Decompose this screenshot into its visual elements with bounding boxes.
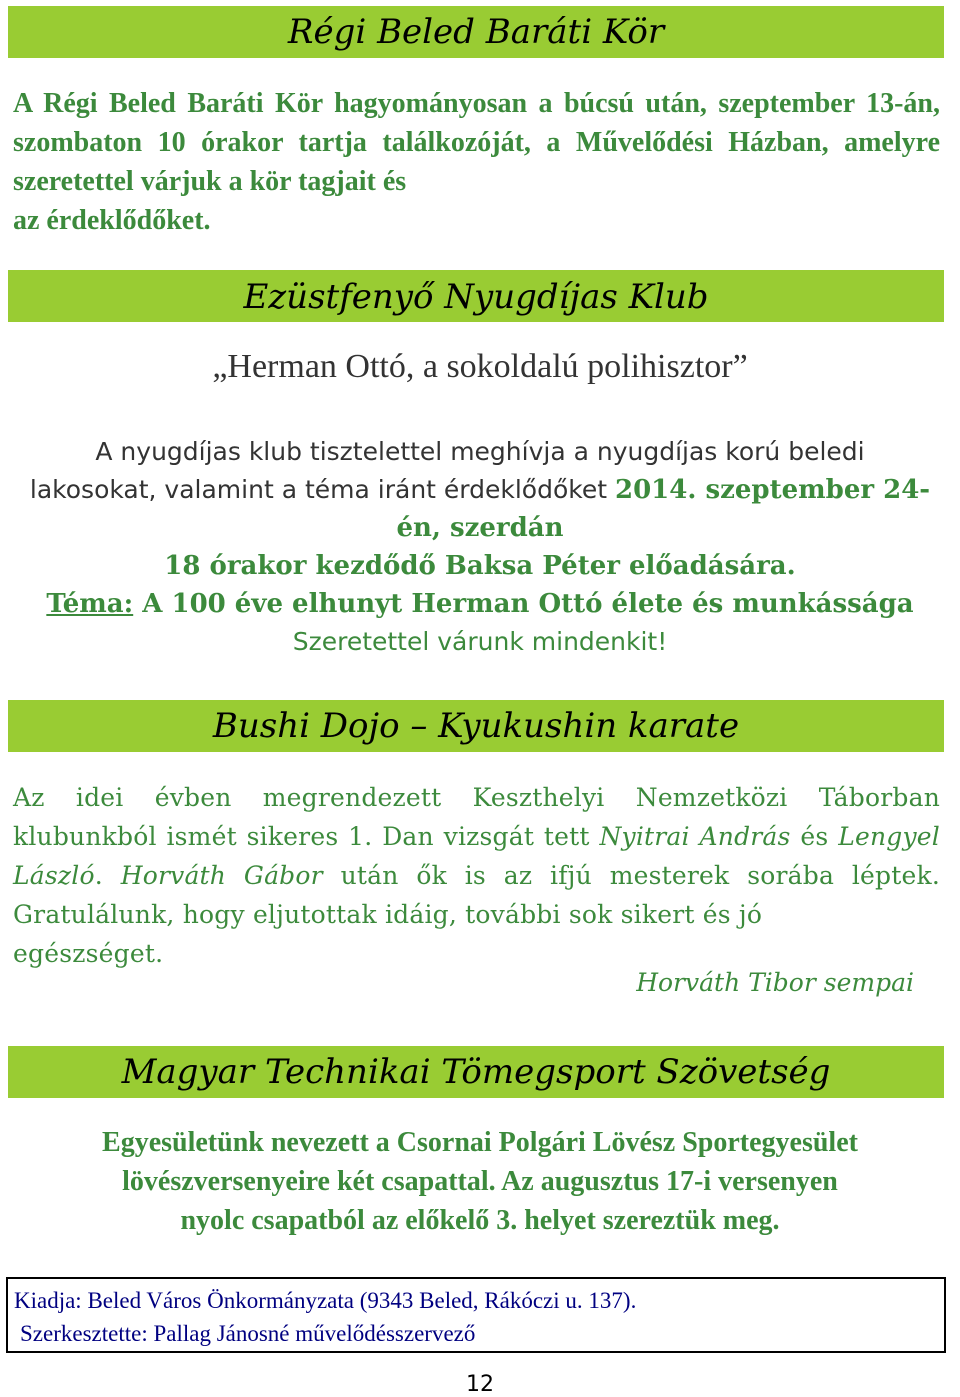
section-title-mtsz: Magyar Technikai Tömegsport Szövetség [8,1046,944,1098]
klub-topic [0,585,960,623]
section-title-karate: Bushi Dojo – Kyukushin karate [8,700,944,752]
klub-line-1: A nyugdíjas klub tisztelettel meghívja a nyugdíjas korú beledi [95,437,865,466]
imprint-box [6,1277,946,1353]
mtsz-line-3: nyolc csapatból az előkelő 3. helyet szereztük meg. [180,1205,780,1236]
klub-line-2-text: lakosokat, valamint a téma iránt érdeklődőket [29,475,615,504]
regi-beled-text-last: az érdeklődőket. [13,205,211,236]
imprint-publisher: Kiadja: Beled Város Önkormányzata (9343 Beled, Rákóczi u. 137). [14,1288,637,1313]
klub-line-3: én, szerdán [396,513,564,543]
klub-line-4: 18 órakor kezdődő Baksa Péter előadására. [164,551,796,581]
klub-closing: Szeretettel várunk mindenkit! [292,627,668,656]
karate-text-last: egészséget. [13,939,164,968]
section-title-regi-beled: Régi Beled Baráti Kör [8,6,944,58]
karate-announcement [13,778,940,973]
page-number: 12 [466,1372,494,1397]
karate-name-2: Lengyel László [13,822,941,890]
karate-name-1: Nyitrai András [599,822,791,851]
karate-text-2: és [790,822,839,851]
mtsz-line-2: lövészversenyeire két csapattal. Az augusztus 17-i versenyen [122,1166,838,1197]
lecture-title: „Herman Ottó, a sokoldalú polihisztor” [212,348,748,385]
regi-beled-text: A Régi Beled Baráti Kör hagyományosan a búcsú után, szeptember 13-án, szombaton 10 órakor tartja találkozóját, a Művelődési Házban, amelyre szeretettel várjuk a kör tagjait és [13,88,940,197]
karate-signature: Horváth Tibor sempai [636,968,914,997]
imprint-editor: Szerkesztette: Pallag Jánosné művelődésszervező [20,1321,476,1346]
klub-topic-label: Téma: [46,589,134,619]
section-title-nyugdijas-klub: Ezüstfenyő Nyugdíjas Klub [8,270,944,322]
karate-text-3: . [94,861,121,890]
klub-date: 2014. szeptember 24- [614,475,931,505]
mtsz-announcement [0,1123,960,1240]
mtsz-line-1: Egyesületünk nevezett a Csornai Polgári Lövész Sportegyesület [102,1127,858,1158]
karate-name-3: Horváth Gábor [120,861,323,890]
klub-line-2 [0,471,960,509]
klub-topic-text: A 100 éve elhunyt Herman Ottó élete és munkássága [133,589,914,619]
karate-text-1: Az idei évben megrendezett Keszthelyi Nemzetközi Táborban klubunkból ismét sikeres 1. Dan vizsgát tett [13,783,940,851]
nyugdijas-klub-invitation [0,433,960,661]
karate-text-4: után ők is az ifjú mesterek sorába léptek. Gratulálunk, hogy eljutottak idáig, további sok sikert és jó [13,861,940,929]
regi-beled-announcement [13,84,940,240]
